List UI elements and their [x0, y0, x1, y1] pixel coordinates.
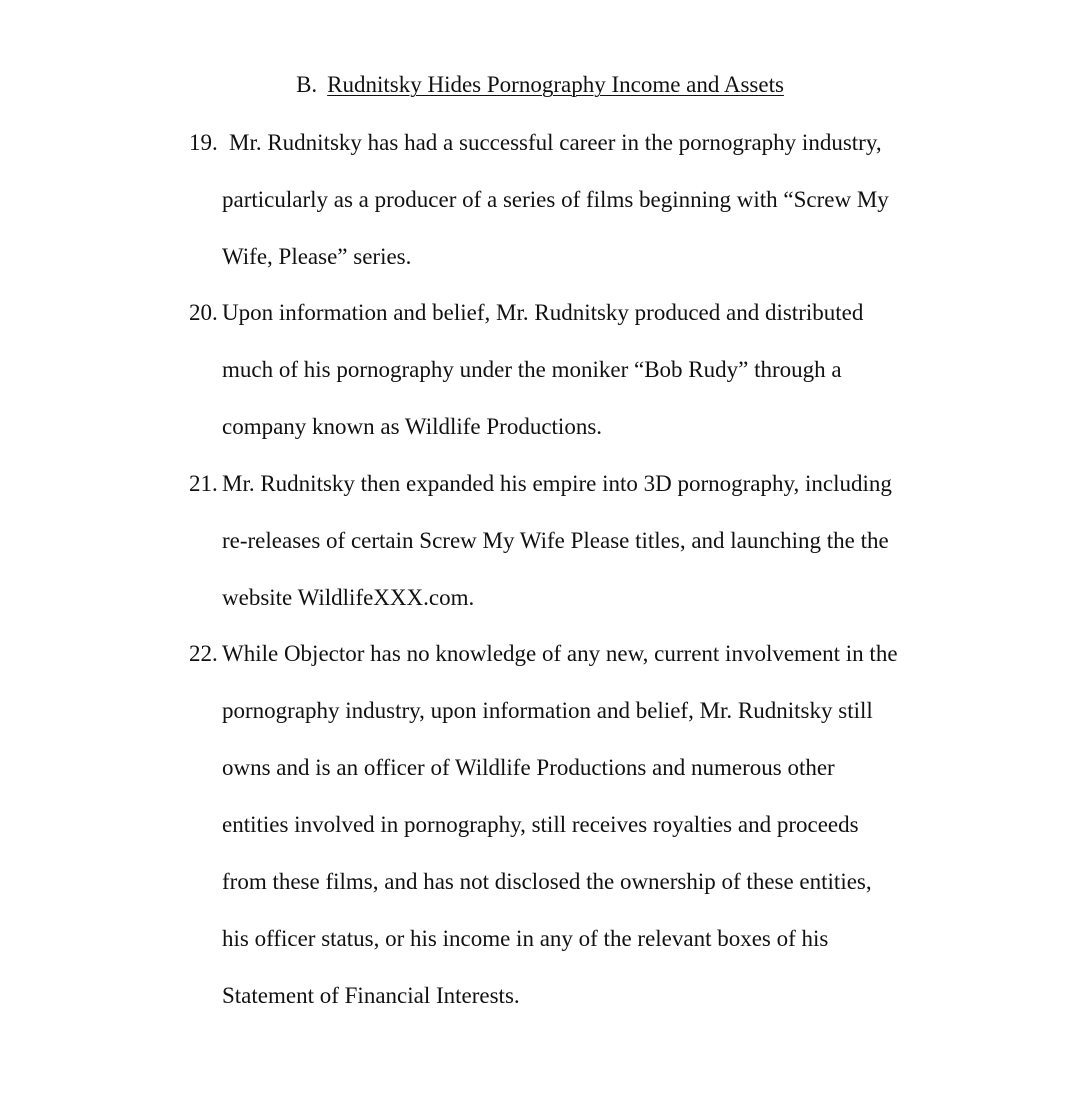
paragraph-line: company known as Wildlife Productions. [222, 414, 603, 439]
paragraph-line: website WildlifeXXX.com. [222, 585, 475, 610]
section-letter: B. [296, 72, 318, 97]
paragraph-number: 19. [189, 130, 218, 155]
paragraph-line: Wife, Please” series. [222, 244, 412, 269]
paragraph-number: 22. [189, 641, 218, 666]
paragraph-line: Upon information and belief, Mr. Rudnitsky produced and distributed [222, 300, 864, 325]
paragraph-line: entities involved in pornography, still receives royalties and proceeds [222, 812, 859, 837]
section-heading [0, 68, 1080, 102]
paragraph-number: 21. [189, 471, 218, 496]
section-title: Rudnitsky Hides Pornography Income and Assets [327, 72, 784, 97]
paragraph-line: his officer status, or his income in any of the relevant boxes of his [222, 926, 829, 951]
paragraph-line: particularly as a producer of a series of films beginning with “Screw My [222, 187, 889, 212]
paragraph-number: 20. [189, 300, 218, 325]
paragraph-line: owns and is an officer of Wildlife Productions and numerous other [222, 755, 835, 780]
paragraph-line: much of his pornography under the moniker “Bob Rudy” through a [222, 357, 842, 382]
paragraph-line: Mr. Rudnitsky then expanded his empire into 3D pornography, including [222, 471, 892, 496]
paragraph-line: re-releases of certain Screw My Wife Please titles, and launching the the [222, 528, 889, 553]
paragraph-line: Mr. Rudnitsky has had a successful career in the pornography industry, [229, 130, 882, 155]
paragraph-line: from these films, and has not disclosed the ownership of these entities, [222, 869, 872, 894]
paragraph-line: Statement of Financial Interests. [222, 983, 520, 1008]
paragraph-line: While Objector has no knowledge of any new, current involvement in the [222, 641, 898, 666]
paragraph-line: pornography industry, upon information and belief, Mr. Rudnitsky still [222, 698, 873, 723]
